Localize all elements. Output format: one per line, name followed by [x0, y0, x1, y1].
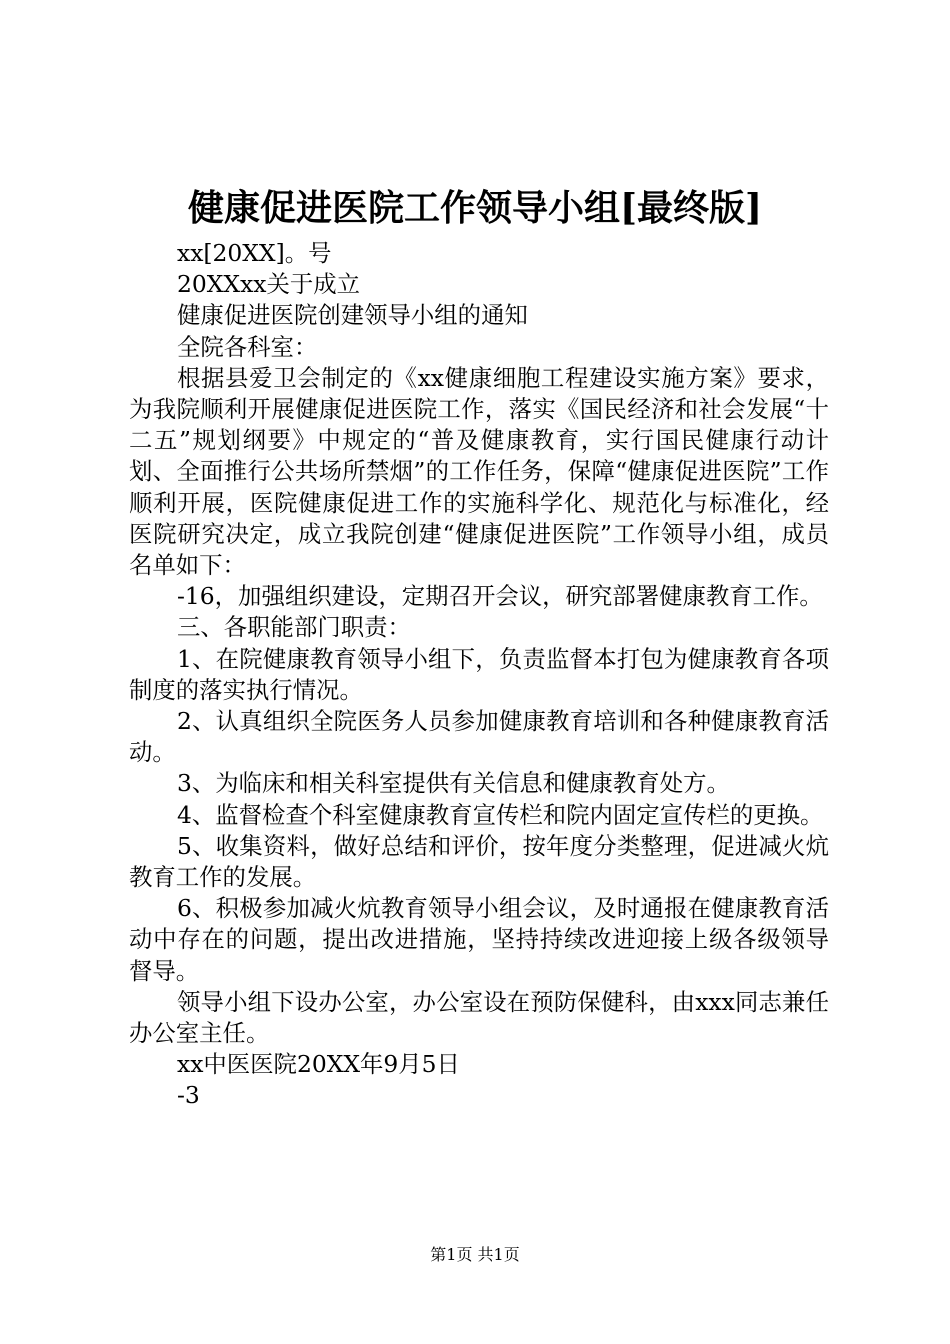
document-title: 健康促进医院工作领导小组[最终版] [187, 187, 763, 229]
paragraph-office: 领导小组下设办公室，办公室设在预防保健科，由xxx同志兼任办公室主任。 [129, 987, 829, 1048]
paragraph-duty-1: 1、在院健康教育领导小组下，负责监督本打包为健康教育各项制度的落实执行情况。 [129, 644, 829, 704]
document-body [129, 238, 829, 1112]
salutation-line: 全院各科室： [177, 332, 318, 361]
page-footer: 第1页 共1页 [430, 1245, 520, 1264]
paragraph-organization: -16，加强组织建设，定期召开会议，研究部署健康教育工作。 [177, 582, 823, 611]
paragraph-intro: 根据县爱卫会制定的《xx健康细胞工程建设实施方案》要求，为我院顺利开展健康促进医院工作，落实《国民经济和社会发展“十二五”规划纲要》中规定的“普及健康教育，实行国民健康行动计划、全面推行公共场所禁烟”的工作任务，保障“健康促进医院”工作顺利开展，医院健康促进工作的实施科学化、规范化与标准化，经医院研究决定，成立我院创建“健康促进医院”工作领导小组，成员名单如下： [129, 363, 829, 580]
signature-line: xx中医医院20XX年9月5日 [177, 1050, 460, 1079]
paragraph-duty-4: 4、监督检查个科室健康教育宣传栏和院内固定宣传栏的更换。 [177, 800, 824, 829]
paragraph-duty-3: 3、为临床和相关科室提供有关信息和健康教育处方。 [177, 769, 730, 798]
paragraph-duties-heading: 三、各职能部门职责： [177, 613, 411, 642]
year-about-line: 20XXxx关于成立 [177, 270, 361, 299]
paragraph-duty-2: 2、认真组织全院医务人员参加健康教育培训和各种健康教育活动。 [129, 707, 829, 767]
notice-title-line: 健康促进医院创建领导小组的通知 [177, 301, 528, 330]
end-mark-line: -3 [177, 1081, 200, 1110]
paragraph-duty-5: 5、收集资料，做好总结和评价，按年度分类整理，促进减火炕教育工作的发展。 [129, 831, 829, 892]
doc-number-line: xx[20XX]。号 [177, 239, 332, 267]
paragraph-duty-6: 6、积极参加减火炕教育领导小组会议，及时通报在健康教育活动中存在的问题，提出改进措施，坚持持续改进迎接上级各级领导督导。 [129, 894, 829, 985]
